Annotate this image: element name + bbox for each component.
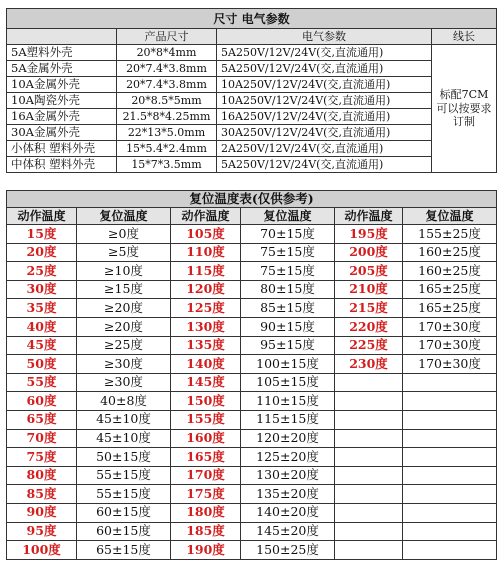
- reset-row: [7, 243, 497, 262]
- reset-temperature: 90±15度: [241, 317, 335, 336]
- empty-cell: [335, 448, 403, 467]
- spec-row: [7, 61, 497, 77]
- reset-temperature: 85±15度: [241, 299, 335, 318]
- col-header-action: 动作温度: [7, 208, 77, 225]
- spec-row: [7, 45, 497, 61]
- reset-temperature: 150±25度: [241, 541, 335, 560]
- reset-row: [7, 541, 497, 560]
- reset-row: [7, 466, 497, 485]
- product-name: 5A塑料外壳: [7, 45, 117, 61]
- reset-row: [7, 336, 497, 355]
- reset-temperature: 130±20度: [241, 466, 335, 485]
- spec-title: 尺寸 电气参数: [7, 9, 497, 29]
- reset-row: [7, 280, 497, 299]
- electrical-rating: 5A250V/12V/24V(交,直流通用): [217, 61, 432, 77]
- reset-row: [7, 392, 497, 411]
- lead-length-note: 标配7CM 可以按要求订制: [432, 45, 497, 173]
- action-temperature: 65度: [7, 410, 77, 429]
- reset-temperature: 145±20度: [241, 522, 335, 541]
- reset-temperature: 60±15度: [77, 522, 171, 541]
- product-size: 20*7.4*3.8mm: [117, 61, 217, 77]
- col-header-action: 动作温度: [171, 208, 241, 225]
- spec-header-lead: 线长: [432, 29, 497, 45]
- action-temperature: 175度: [171, 485, 241, 504]
- spec-header-name: [7, 29, 117, 45]
- empty-cell: [335, 466, 403, 485]
- reset-temperature: 170±30度: [403, 336, 497, 355]
- electrical-rating: 16A250V/12V/24V(交,直流通用): [217, 109, 432, 125]
- action-temperature: 180度: [171, 503, 241, 522]
- reset-temperature: 75±15度: [241, 262, 335, 281]
- col-header-reset: 复位温度: [77, 208, 171, 225]
- spec-row: [7, 93, 497, 109]
- product-size: 20*8*4mm: [117, 45, 217, 61]
- product-name: 30A金属外壳: [7, 125, 117, 141]
- reset-row: [7, 522, 497, 541]
- col-header-action: 动作温度: [335, 208, 403, 225]
- action-temperature: 55度: [7, 373, 77, 392]
- reset-row: [7, 355, 497, 374]
- action-temperature: 205度: [335, 262, 403, 281]
- reset-temperature: ≥5度: [77, 243, 171, 262]
- action-temperature: 160度: [171, 429, 241, 448]
- action-temperature: 145度: [171, 373, 241, 392]
- product-name: 中体积 塑料外壳: [7, 157, 117, 173]
- spec-header-size: 产品尺寸: [117, 29, 217, 45]
- spec-table: [6, 8, 497, 173]
- reset-temperature: 120±20度: [241, 429, 335, 448]
- product-size: 20*8.5*5mm: [117, 93, 217, 109]
- reset-title-row: [7, 191, 497, 208]
- empty-cell: [403, 410, 497, 429]
- product-name: 10A陶瓷外壳: [7, 93, 117, 109]
- action-temperature: 40度: [7, 317, 77, 336]
- action-temperature: 25度: [7, 262, 77, 281]
- product-name: 10A金属外壳: [7, 77, 117, 93]
- spec-header-electrical: 电气参数: [217, 29, 432, 45]
- electrical-rating: 30A250V/12V/24V(交,直流通用): [217, 125, 432, 141]
- action-temperature: 15度: [7, 225, 77, 244]
- product-size: 15*5.4*2.4mm: [117, 141, 217, 157]
- reset-row: [7, 410, 497, 429]
- empty-cell: [335, 373, 403, 392]
- col-header-reset: 复位温度: [403, 208, 497, 225]
- reset-temperature: ≥30度: [77, 373, 171, 392]
- action-temperature: 225度: [335, 336, 403, 355]
- empty-cell: [335, 410, 403, 429]
- empty-cell: [335, 541, 403, 560]
- reset-temperature: 125±20度: [241, 448, 335, 467]
- empty-cell: [403, 541, 497, 560]
- reset-temperature: 75±15度: [241, 243, 335, 262]
- empty-cell: [335, 429, 403, 448]
- action-temperature: 130度: [171, 317, 241, 336]
- reset-row: [7, 299, 497, 318]
- spec-row: [7, 109, 497, 125]
- reset-temperature: 165±25度: [403, 299, 497, 318]
- reset-temperature: 155±25度: [403, 225, 497, 244]
- reset-temperature: 160±25度: [403, 243, 497, 262]
- reset-temperature: 45±10度: [77, 429, 171, 448]
- product-size: 15*7*3.5mm: [117, 157, 217, 173]
- reset-row: [7, 485, 497, 504]
- electrical-rating: 10A250V/12V/24V(交,直流通用): [217, 93, 432, 109]
- action-temperature: 100度: [7, 541, 77, 560]
- empty-cell: [403, 429, 497, 448]
- empty-cell: [403, 522, 497, 541]
- reset-temperature: 40±8度: [77, 392, 171, 411]
- action-temperature: 105度: [171, 225, 241, 244]
- action-temperature: 45度: [7, 336, 77, 355]
- electrical-rating: 2A250V/12V/24V(交,直流通用): [217, 141, 432, 157]
- empty-cell: [335, 392, 403, 411]
- action-temperature: 110度: [171, 243, 241, 262]
- reset-temperature: 80±15度: [241, 280, 335, 299]
- action-temperature: 155度: [171, 410, 241, 429]
- empty-cell: [403, 503, 497, 522]
- empty-cell: [403, 466, 497, 485]
- product-name: 小体积 塑料外壳: [7, 141, 117, 157]
- action-temperature: 50度: [7, 355, 77, 374]
- action-temperature: 125度: [171, 299, 241, 318]
- action-temperature: 20度: [7, 243, 77, 262]
- action-temperature: 95度: [7, 522, 77, 541]
- action-temperature: 215度: [335, 299, 403, 318]
- empty-cell: [403, 392, 497, 411]
- action-temperature: 230度: [335, 355, 403, 374]
- reset-temperature: 160±25度: [403, 262, 497, 281]
- action-temperature: 70度: [7, 429, 77, 448]
- electrical-rating: 5A250V/12V/24V(交,直流通用): [217, 45, 432, 61]
- reset-temperature: 55±15度: [77, 466, 171, 485]
- reset-temperature: 50±15度: [77, 448, 171, 467]
- spec-row: [7, 125, 497, 141]
- reset-row: [7, 262, 497, 281]
- action-temperature: 165度: [171, 448, 241, 467]
- reset-row: [7, 317, 497, 336]
- reset-temperature: ≥0度: [77, 225, 171, 244]
- action-temperature: 115度: [171, 262, 241, 281]
- product-name: 5A金属外壳: [7, 61, 117, 77]
- reset-temperature: 45±10度: [77, 410, 171, 429]
- action-temperature: 170度: [171, 466, 241, 485]
- action-temperature: 75度: [7, 448, 77, 467]
- reset-temperature: 100±15度: [241, 355, 335, 374]
- empty-cell: [403, 485, 497, 504]
- action-temperature: 120度: [171, 280, 241, 299]
- action-temperature: 30度: [7, 280, 77, 299]
- action-temperature: 220度: [335, 317, 403, 336]
- reset-row: [7, 448, 497, 467]
- empty-cell: [335, 485, 403, 504]
- action-temperature: 195度: [335, 225, 403, 244]
- reset-temperature: ≥10度: [77, 262, 171, 281]
- reset-temperature: 170±30度: [403, 317, 497, 336]
- product-size: 20*7.4*3.8mm: [117, 77, 217, 93]
- col-header-reset: 复位温度: [241, 208, 335, 225]
- reset-temperature: 135±20度: [241, 485, 335, 504]
- reset-temperature: 110±15度: [241, 392, 335, 411]
- action-temperature: 85度: [7, 485, 77, 504]
- reset-temperature: ≥25度: [77, 336, 171, 355]
- reset-temperature: ≥15度: [77, 280, 171, 299]
- reset-row: [7, 373, 497, 392]
- action-temperature: 185度: [171, 522, 241, 541]
- electrical-rating: 10A250V/12V/24V(交,直流通用): [217, 77, 432, 93]
- action-temperature: 35度: [7, 299, 77, 318]
- reset-temperature: 55±15度: [77, 485, 171, 504]
- action-temperature: 140度: [171, 355, 241, 374]
- reset-title: 复位温度表(仅供参考): [7, 191, 497, 208]
- reset-header-row: [7, 208, 497, 225]
- reset-temperature-table: [6, 190, 497, 560]
- reset-temperature: 65±15度: [77, 541, 171, 560]
- reset-temperature: 140±20度: [241, 503, 335, 522]
- action-temperature: 200度: [335, 243, 403, 262]
- empty-cell: [403, 448, 497, 467]
- empty-cell: [335, 522, 403, 541]
- reset-row: [7, 503, 497, 522]
- action-temperature: 60度: [7, 392, 77, 411]
- spec-row: [7, 157, 497, 173]
- electrical-rating: 5A250V/12V/24V(交,直流通用): [217, 157, 432, 173]
- reset-temperature: 60±15度: [77, 503, 171, 522]
- product-size: 22*13*5.0mm: [117, 125, 217, 141]
- reset-temperature: ≥20度: [77, 299, 171, 318]
- spec-title-row: [7, 9, 497, 29]
- reset-temperature: ≥20度: [77, 317, 171, 336]
- reset-row: [7, 225, 497, 244]
- reset-temperature: ≥30度: [77, 355, 171, 374]
- action-temperature: 80度: [7, 466, 77, 485]
- action-temperature: 210度: [335, 280, 403, 299]
- action-temperature: 90度: [7, 503, 77, 522]
- reset-temperature: 170±30度: [403, 355, 497, 374]
- product-size: 21.5*8*4.25mm: [117, 109, 217, 125]
- reset-temperature: 115±15度: [241, 410, 335, 429]
- reset-temperature: 95±15度: [241, 336, 335, 355]
- product-name: 16A金属外壳: [7, 109, 117, 125]
- reset-temperature: 165±25度: [403, 280, 497, 299]
- action-temperature: 190度: [171, 541, 241, 560]
- spec-header-row: [7, 29, 497, 45]
- action-temperature: 135度: [171, 336, 241, 355]
- empty-cell: [403, 373, 497, 392]
- spec-row: [7, 141, 497, 157]
- action-temperature: 150度: [171, 392, 241, 411]
- empty-cell: [335, 503, 403, 522]
- reset-row: [7, 429, 497, 448]
- reset-temperature: 70±15度: [241, 225, 335, 244]
- reset-temperature: 105±15度: [241, 373, 335, 392]
- spec-row: [7, 77, 497, 93]
